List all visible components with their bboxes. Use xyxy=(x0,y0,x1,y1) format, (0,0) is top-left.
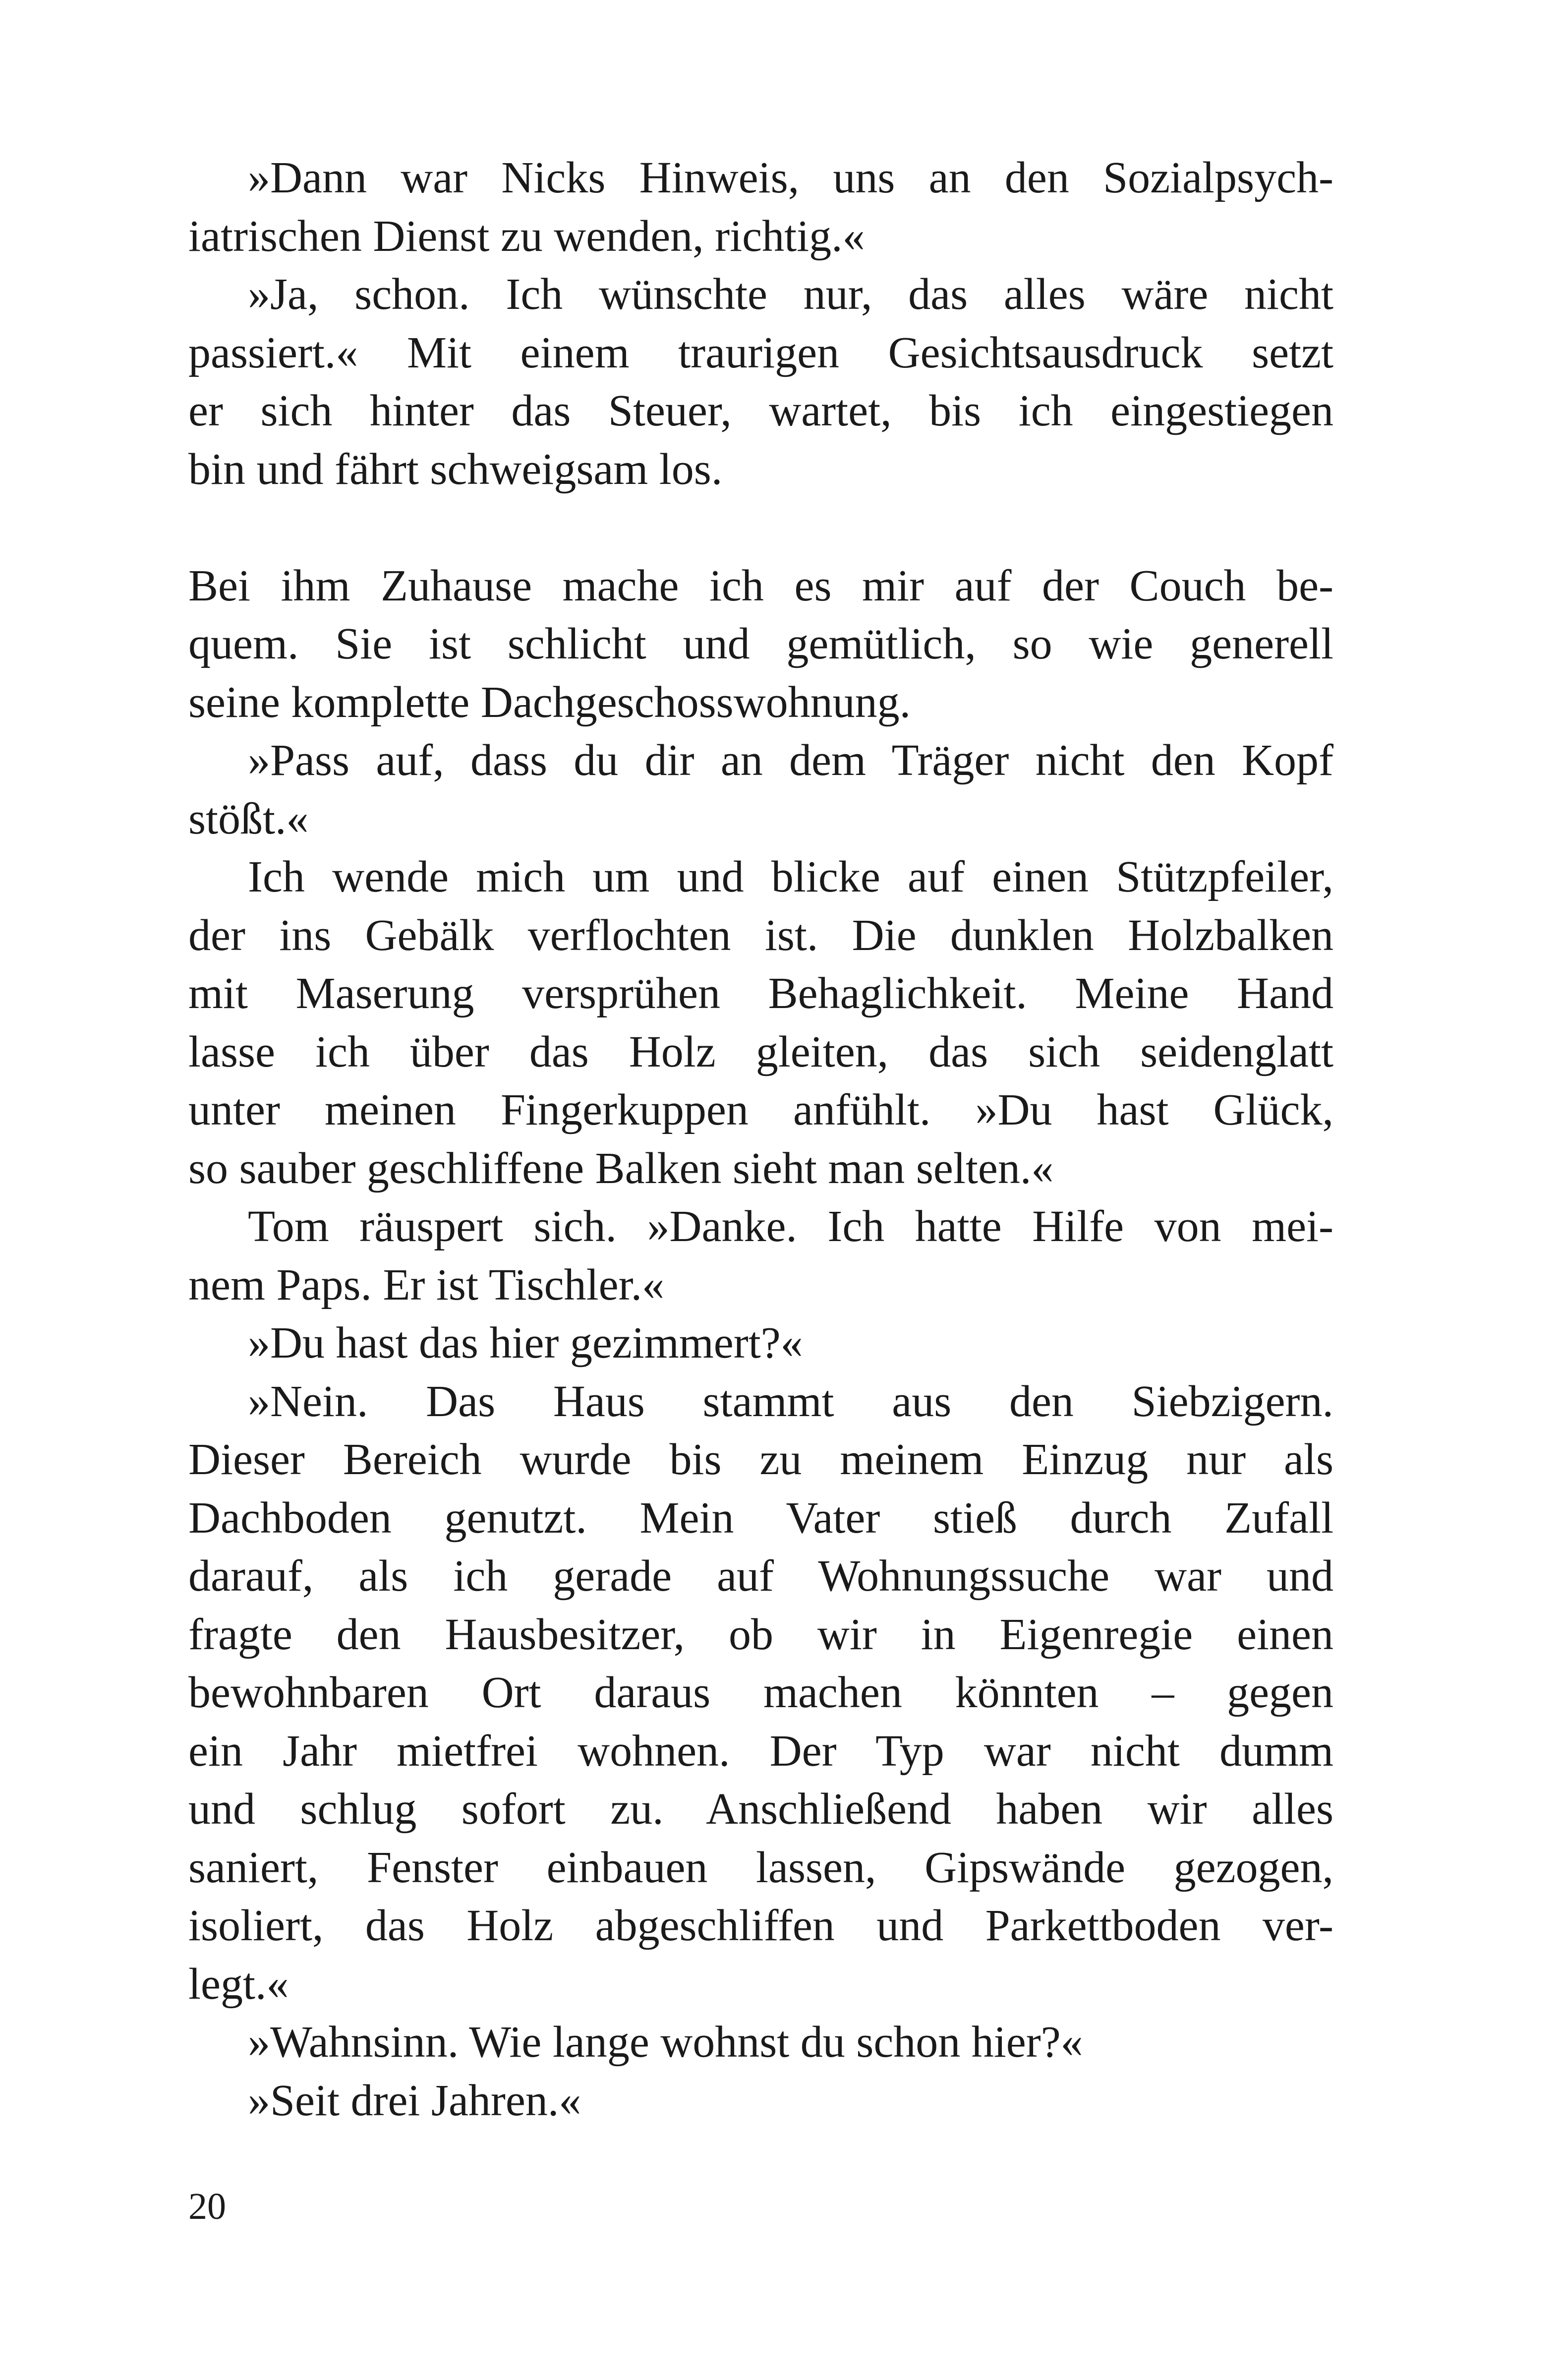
text-line: »Seit drei Jahren.« xyxy=(248,2076,581,2125)
text-line: der ins Gebälk verflochten ist. Die dunklen Holzbalken xyxy=(188,910,1333,960)
text-line: bin und fährt schweigsam los. xyxy=(188,444,723,494)
text-line: Tom räuspert sich. »Danke. Ich hatte Hilfe von mei- xyxy=(248,1202,1333,1251)
text-line: »Pass auf, dass du dir an dem Träger nicht den Kopf xyxy=(248,736,1333,785)
text-line: er sich hinter das Steuer, wartet, bis ich eingestiegen xyxy=(188,386,1333,435)
text-line: passiert.« Mit einem traurigen Gesichtsausdruck setzt xyxy=(188,328,1333,377)
section-break xyxy=(188,498,1333,557)
book-page-text xyxy=(188,149,1333,2130)
text-line: legt.« xyxy=(188,1959,289,2009)
text-line: saniert, Fenster einbauen lassen, Gipswände gezogen, xyxy=(188,1843,1333,1892)
text-line: »Wahnsinn. Wie lange wohnst du schon hier?« xyxy=(248,2018,1083,2067)
text-line: Bei ihm Zuhause mache ich es mir auf der Couch be- xyxy=(188,561,1333,610)
text-line: ein Jahr mietfrei wohnen. Der Typ war nicht dumm xyxy=(188,1726,1333,1776)
text-line: »Dann war Nicks Hinweis, uns an den Sozialpsych- xyxy=(248,153,1333,202)
text-line: Dieser Bereich wurde bis zu meinem Einzug nur als xyxy=(188,1435,1333,1484)
text-line: stößt.« xyxy=(188,794,309,843)
text-line: »Du hast das hier gezimmert?« xyxy=(248,1318,803,1368)
text-line: quem. Sie ist schlicht und gemütlich, so wie generell xyxy=(188,619,1333,668)
text-line: fragte den Hausbesitzer, ob wir in Eigenregie einen xyxy=(188,1609,1333,1659)
text-line: bewohnbaren Ort daraus machen könnten – gegen xyxy=(188,1668,1333,1717)
text-line: unter meinen Fingerkuppen anfühlt. »Du hast Glück, xyxy=(188,1085,1333,1134)
text-line: iatrischen Dienst zu wenden, richtig.« xyxy=(188,211,865,261)
text-line: mit Maserung versprühen Behaglichkeit. Meine Hand xyxy=(188,969,1333,1018)
text-line: lasse ich über das Holz gleiten, das sich seidenglatt xyxy=(188,1027,1333,1076)
text-line: Ich wende mich um und blicke auf einen Stützpfeiler, xyxy=(248,852,1333,901)
text-line: isoliert, das Holz abgeschliffen und Parkettboden ver- xyxy=(188,1901,1333,1950)
text-line: so sauber geschliffene Balken sieht man selten.« xyxy=(188,1143,1054,1193)
page-number: 20 xyxy=(188,2186,226,2227)
text-line: seine komplette Dachgeschosswohnung. xyxy=(188,677,911,727)
text-line: Dachboden genutzt. Mein Vater stieß durch Zufall xyxy=(188,1493,1333,1543)
text-line: und schlug sofort zu. Anschließend haben wir alles xyxy=(188,1785,1333,1834)
text-line: »Ja, schon. Ich wünschte nur, das alles wäre nicht xyxy=(248,270,1333,319)
text-line: darauf, als ich gerade auf Wohnungssuche war und xyxy=(188,1551,1333,1601)
text-line: nem Paps. Er ist Tischler.« xyxy=(188,1260,665,1309)
text-line: »Nein. Das Haus stammt aus den Siebzigern. xyxy=(248,1376,1333,1426)
